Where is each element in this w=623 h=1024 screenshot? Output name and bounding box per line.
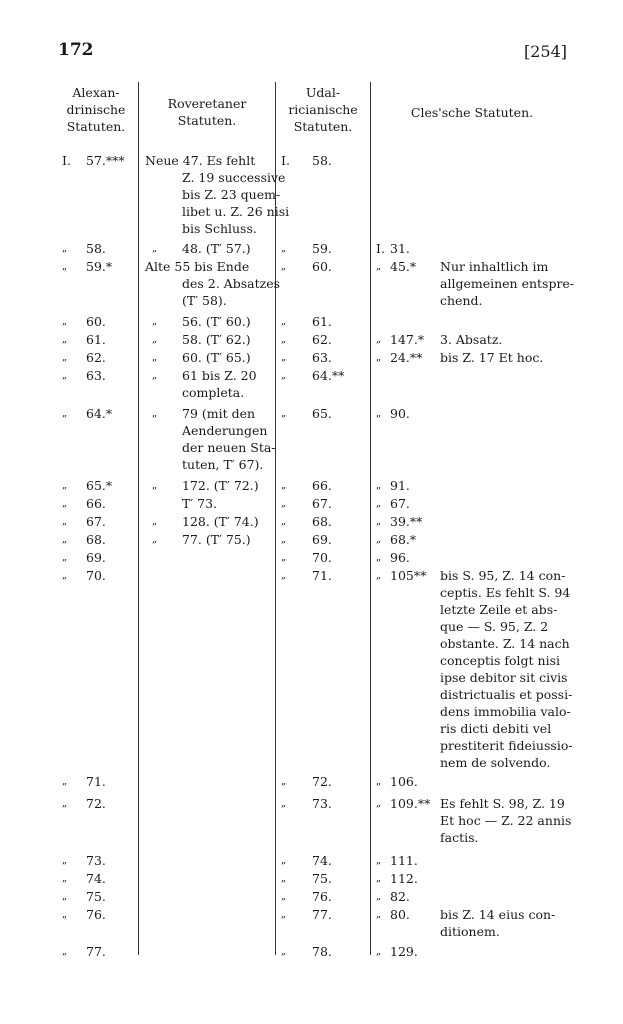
alex-prefix: I. [62, 153, 71, 168]
udal-prefix: „ [281, 334, 287, 345]
alex-prefix: „ [62, 498, 68, 509]
rov-entry: Neue 47. Es fehlt [145, 153, 256, 168]
cles-prefix: „ [376, 570, 382, 581]
alex-prefix: „ [62, 946, 68, 957]
alex-article: 70. [86, 568, 106, 583]
cles-prefix: „ [376, 352, 382, 363]
header-clessche: Cles'sche Statuten. [410, 105, 534, 120]
cles-note: ipse debitor sit civis [440, 670, 568, 685]
cles-prefix: „ [376, 909, 382, 920]
udal-prefix: „ [281, 516, 287, 527]
cles-note: Et hoc — Z. 22 annis [440, 813, 572, 828]
rov-entry: 56. (T′ 60.) [182, 314, 251, 329]
udal-prefix: „ [281, 408, 287, 419]
cles-prefix: „ [376, 534, 382, 545]
udal-prefix: „ [281, 776, 287, 787]
cles-note: ditionem. [440, 924, 500, 939]
alex-article: 68. [86, 532, 106, 547]
alex-article: 72. [86, 796, 106, 811]
cles-prefix: „ [376, 334, 382, 345]
alex-prefix: „ [62, 352, 68, 363]
udal-article: 70. [312, 550, 332, 565]
alex-prefix: „ [62, 243, 68, 254]
rov-entry: 58. (T′ 62.) [182, 332, 251, 347]
rov-prefix: „ [152, 534, 158, 545]
rov-prefix: „ [152, 480, 158, 491]
cles-note: chend. [440, 293, 483, 308]
udal-article: 59. [312, 241, 332, 256]
cles-article: 96. [390, 550, 410, 565]
cles-prefix: „ [376, 498, 382, 509]
cles-article: 105** [390, 568, 427, 583]
rov-prefix: „ [152, 370, 158, 381]
alex-article: 65.* [86, 478, 113, 493]
udal-prefix: I. [281, 153, 290, 168]
cles-prefix: „ [376, 798, 382, 809]
udal-article: 58. [312, 153, 332, 168]
udal-article: 60. [312, 259, 332, 274]
alex-article: 69. [86, 550, 106, 565]
rov-entry-continued: tuten, T′ 67). [182, 457, 264, 472]
rov-entry: T′ 73. [182, 496, 218, 511]
udal-article: 65. [312, 406, 332, 421]
cles-article: 80. [390, 907, 410, 922]
udal-article: 73. [312, 796, 332, 811]
rov-prefix: „ [152, 316, 158, 327]
udal-prefix: „ [281, 370, 287, 381]
rov-entry-continued: libet u. Z. 26 nisi [182, 204, 290, 219]
cles-article: 24.** [390, 350, 423, 365]
rov-entry: 61 bis Z. 20 [182, 368, 257, 383]
rov-entry-continued: des 2. Absatzes [182, 276, 281, 291]
rov-entry: 128. (T′ 74.) [182, 514, 259, 529]
rov-entry-continued: bis Schluss. [182, 221, 257, 236]
alex-article: 73. [86, 853, 106, 868]
cles-note: nem de solvendo. [440, 755, 551, 770]
cles-prefix: „ [376, 776, 382, 787]
alex-prefix: „ [62, 776, 68, 787]
udal-article: 77. [312, 907, 332, 922]
udal-article: 72. [312, 774, 332, 789]
udal-prefix: „ [281, 316, 287, 327]
alex-article: 60. [86, 314, 106, 329]
udal-prefix: „ [281, 570, 287, 581]
cles-note: allgemeinen entspre- [440, 276, 575, 291]
alex-prefix: „ [62, 534, 68, 545]
cles-prefix: „ [376, 855, 382, 866]
cles-prefix: „ [376, 873, 382, 884]
rov-entry-continued: der neuen Sta- [182, 440, 276, 455]
alex-article: 57.*** [86, 153, 125, 168]
rov-entry-continued: Aenderungen [182, 423, 268, 438]
alex-article: 77. [86, 944, 106, 959]
page-number: 172 [58, 40, 94, 60]
alex-prefix: „ [62, 855, 68, 866]
cles-prefix: „ [376, 891, 382, 902]
header-alexandrinische: Alexan- drinische Statuten. [66, 85, 126, 134]
cles-article: 90. [390, 406, 410, 421]
udal-prefix: „ [281, 243, 287, 254]
alex-article: 61. [86, 332, 106, 347]
udal-article: 66. [312, 478, 332, 493]
cles-note: Es fehlt S. 98, Z. 19 [440, 796, 565, 811]
cles-article: 106. [390, 774, 418, 789]
udal-prefix: „ [281, 891, 287, 902]
rov-entry: 77. (T′ 75.) [182, 532, 251, 547]
alex-prefix: „ [62, 480, 68, 491]
alex-prefix: „ [62, 316, 68, 327]
alex-prefix: „ [62, 552, 68, 563]
rov-entry: 48. (T′ 57.) [182, 241, 251, 256]
cles-note: factis. [440, 830, 479, 845]
udal-article: 74. [312, 853, 332, 868]
cles-note: dens immobilia valo- [440, 704, 571, 719]
alex-prefix: „ [62, 370, 68, 381]
cles-article: 68.* [390, 532, 417, 547]
alex-prefix: „ [62, 516, 68, 527]
udal-prefix: „ [281, 946, 287, 957]
cles-prefix: „ [376, 261, 382, 272]
udal-prefix: „ [281, 855, 287, 866]
cles-note: que — S. 95, Z. 2 [440, 619, 549, 634]
alex-prefix: „ [62, 873, 68, 884]
column-divider [138, 82, 139, 955]
cles-article: 147.* [390, 332, 425, 347]
udal-prefix: „ [281, 534, 287, 545]
alex-article: 62. [86, 350, 106, 365]
cles-article: 31. [390, 241, 410, 256]
alex-prefix: „ [62, 909, 68, 920]
rov-entry: 172. (T′ 72.) [182, 478, 259, 493]
rov-entry-continued: completa. [182, 385, 245, 400]
rov-entry: Alte 55 bis Ende [145, 259, 250, 274]
udal-article: 64.** [312, 368, 345, 383]
cles-article: 91. [390, 478, 410, 493]
cles-note: ris dicti debiti vel [440, 721, 552, 736]
alex-prefix: „ [62, 261, 68, 272]
alex-article: 75. [86, 889, 106, 904]
udal-prefix: „ [281, 909, 287, 920]
header-roveretaner: Roveretaner Statuten. [167, 96, 247, 128]
alex-prefix: „ [62, 334, 68, 345]
rov-prefix: „ [152, 243, 158, 254]
udal-article: 69. [312, 532, 332, 547]
alex-article: 63. [86, 368, 106, 383]
cles-note: ceptis. Es fehlt S. 94 [440, 585, 571, 600]
rov-entry-continued: (T′ 58). [182, 293, 227, 308]
rov-entry-continued: bis Z. 23 quem- [182, 187, 281, 202]
cles-prefix: „ [376, 480, 382, 491]
cles-note: bis Z. 14 eius con- [440, 907, 556, 922]
alex-prefix: „ [62, 408, 68, 419]
udal-article: 71. [312, 568, 332, 583]
column-divider [370, 82, 371, 955]
udal-prefix: „ [281, 480, 287, 491]
cles-prefix: I. [376, 241, 385, 256]
alex-article: 71. [86, 774, 106, 789]
udal-article: 62. [312, 332, 332, 347]
cles-note: bis S. 95, Z. 14 con- [440, 568, 566, 583]
alex-prefix: „ [62, 798, 68, 809]
udal-article: 67. [312, 496, 332, 511]
page-reference: [254] [523, 42, 567, 61]
udal-article: 76. [312, 889, 332, 904]
alex-prefix: „ [62, 891, 68, 902]
udal-prefix: „ [281, 798, 287, 809]
cles-note: letzte Zeile et abs- [440, 602, 558, 617]
rov-prefix: „ [152, 352, 158, 363]
cles-article: 129. [390, 944, 418, 959]
cles-prefix: „ [376, 946, 382, 957]
udal-article: 61. [312, 314, 332, 329]
alex-article: 66. [86, 496, 106, 511]
cles-prefix: „ [376, 552, 382, 563]
rov-entry: 79 (mit den [182, 406, 256, 421]
udal-prefix: „ [281, 352, 287, 363]
alex-article: 67. [86, 514, 106, 529]
cles-note: districtualis et possi- [440, 687, 573, 702]
cles-note: conceptis folgt nisi [440, 653, 560, 668]
alex-article: 76. [86, 907, 106, 922]
alex-article: 59.* [86, 259, 113, 274]
udal-prefix: „ [281, 498, 287, 509]
rov-prefix: „ [152, 408, 158, 419]
cles-article: 82. [390, 889, 410, 904]
rov-entry: 60. (T′ 65.) [182, 350, 251, 365]
cles-note: 3. Absatz. [440, 332, 503, 347]
alex-prefix: „ [62, 570, 68, 581]
cles-note: bis Z. 17 Et hoc. [440, 350, 544, 365]
cles-prefix: „ [376, 408, 382, 419]
rov-prefix: „ [152, 516, 158, 527]
rov-prefix: „ [152, 334, 158, 345]
cles-article: 109.** [390, 796, 431, 811]
header-udalricianische: Udal- ricianische Statuten. [288, 85, 358, 134]
cles-prefix: „ [376, 516, 382, 527]
udal-prefix: „ [281, 873, 287, 884]
cles-article: 67. [390, 496, 410, 511]
cles-article: 111. [390, 853, 418, 868]
udal-article: 78. [312, 944, 332, 959]
cles-article: 112. [390, 871, 418, 886]
rov-entry-continued: Z. 19 successive [182, 170, 286, 185]
alex-article: 64.* [86, 406, 113, 421]
alex-article: 58. [86, 241, 106, 256]
alex-article: 74. [86, 871, 106, 886]
cles-note: Nur inhaltlich im [440, 259, 549, 274]
udal-prefix: „ [281, 261, 287, 272]
cles-note: prestiterit fideiussio- [440, 738, 573, 753]
udal-article: 75. [312, 871, 332, 886]
cles-note: obstante. Z. 14 nach [440, 636, 570, 651]
udal-article: 68. [312, 514, 332, 529]
udal-article: 63. [312, 350, 332, 365]
cles-article: 39.** [390, 514, 423, 529]
udal-prefix: „ [281, 552, 287, 563]
cles-article: 45.* [390, 259, 417, 274]
